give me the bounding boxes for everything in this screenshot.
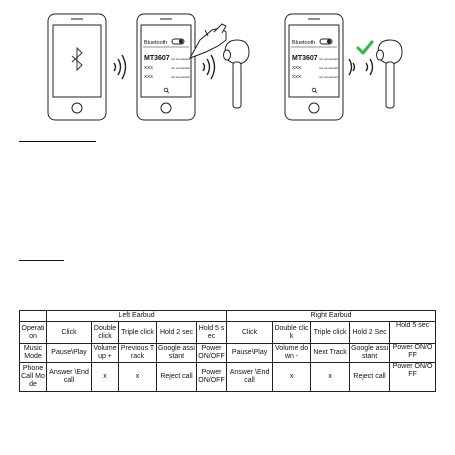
checkmark-icon <box>358 42 372 53</box>
right-earbud-header: Right Earbud <box>227 311 436 322</box>
table-cell: Answer \End call <box>47 363 92 392</box>
table-cell: Hold 5 sec <box>197 322 227 344</box>
table-cell: Next Track <box>311 344 350 363</box>
table-row <box>20 344 436 363</box>
device-name: MT3607 <box>144 55 170 62</box>
table-cell: Google assistant <box>350 344 390 363</box>
table-cell: Hold 2 sec <box>157 322 197 344</box>
list-item-status: not connected <box>171 75 190 79</box>
signal-waves-icon <box>114 55 126 79</box>
bluetooth-icon <box>72 48 82 70</box>
table-cell: Pause\Play <box>47 344 92 363</box>
earbud-icon <box>224 40 250 108</box>
device-status: not connected <box>171 57 190 61</box>
table-cell: Triple click <box>119 322 157 344</box>
list-item-name: XXX <box>292 74 302 79</box>
list-item-status: not connected <box>171 66 190 70</box>
list-item-name: XXX <box>144 65 154 70</box>
table-cell: x <box>273 363 311 392</box>
list-item-name: XXX <box>144 74 154 79</box>
table-cell: Music Mode <box>20 344 47 363</box>
table-header-row <box>20 311 436 322</box>
table-cell: Volume down - <box>273 344 311 363</box>
table-cell: Click <box>227 322 273 344</box>
list-item-name: XXX <box>292 65 302 70</box>
table-cell: Pause\Play <box>227 344 273 363</box>
table-cell: Volume up + <box>92 344 119 363</box>
table-cell: x <box>92 363 119 392</box>
pairing-illustration <box>0 0 455 125</box>
signal-waves-icon <box>349 59 373 75</box>
table-cell: Google assistant <box>157 344 197 363</box>
device-status: not connected <box>319 57 338 61</box>
table-row <box>20 322 436 344</box>
list-item-status: not connected <box>319 66 338 70</box>
section-underline <box>19 141 96 142</box>
list-item-status: not connected <box>319 75 338 79</box>
table-cell: Operation <box>20 322 47 344</box>
section-underline <box>19 260 64 261</box>
signal-waves-icon <box>203 55 215 79</box>
bluetooth-label: Bluetooth <box>292 40 316 46</box>
table-cell: Reject call <box>350 363 390 392</box>
table-cell: x <box>311 363 350 392</box>
table-cell: Power ON/OFF <box>197 344 227 363</box>
table-row <box>20 363 436 392</box>
table-cell: Triple click <box>311 322 350 344</box>
table-cell <box>20 311 47 322</box>
table-cell: Hold 5 sec <box>390 322 436 344</box>
search-icon <box>164 88 169 93</box>
earbud-controls-table <box>19 310 436 392</box>
device-name: MT3607 <box>292 55 318 62</box>
table-cell: Click <box>47 322 92 344</box>
table-cell: Power ON/OFF <box>197 363 227 392</box>
table-cell: Hold 2 Sec <box>350 322 390 344</box>
table-cell: Phone Call Mode <box>20 363 47 392</box>
table-cell: Double click <box>273 322 311 344</box>
table-cell: Double click <box>92 322 119 344</box>
left-earbud-header: Left Earbud <box>47 311 227 322</box>
table-cell: Power ON/OFF <box>390 344 436 363</box>
bluetooth-label: Bluetooth <box>144 40 168 46</box>
search-icon <box>312 88 317 93</box>
earbud-icon <box>377 40 403 108</box>
table-cell: Previous Track <box>119 344 157 363</box>
table-cell: Power ON/OFF <box>390 363 436 392</box>
table-cell: x <box>119 363 157 392</box>
table-cell: Reject call <box>157 363 197 392</box>
table-cell: Answer \End call <box>227 363 273 392</box>
